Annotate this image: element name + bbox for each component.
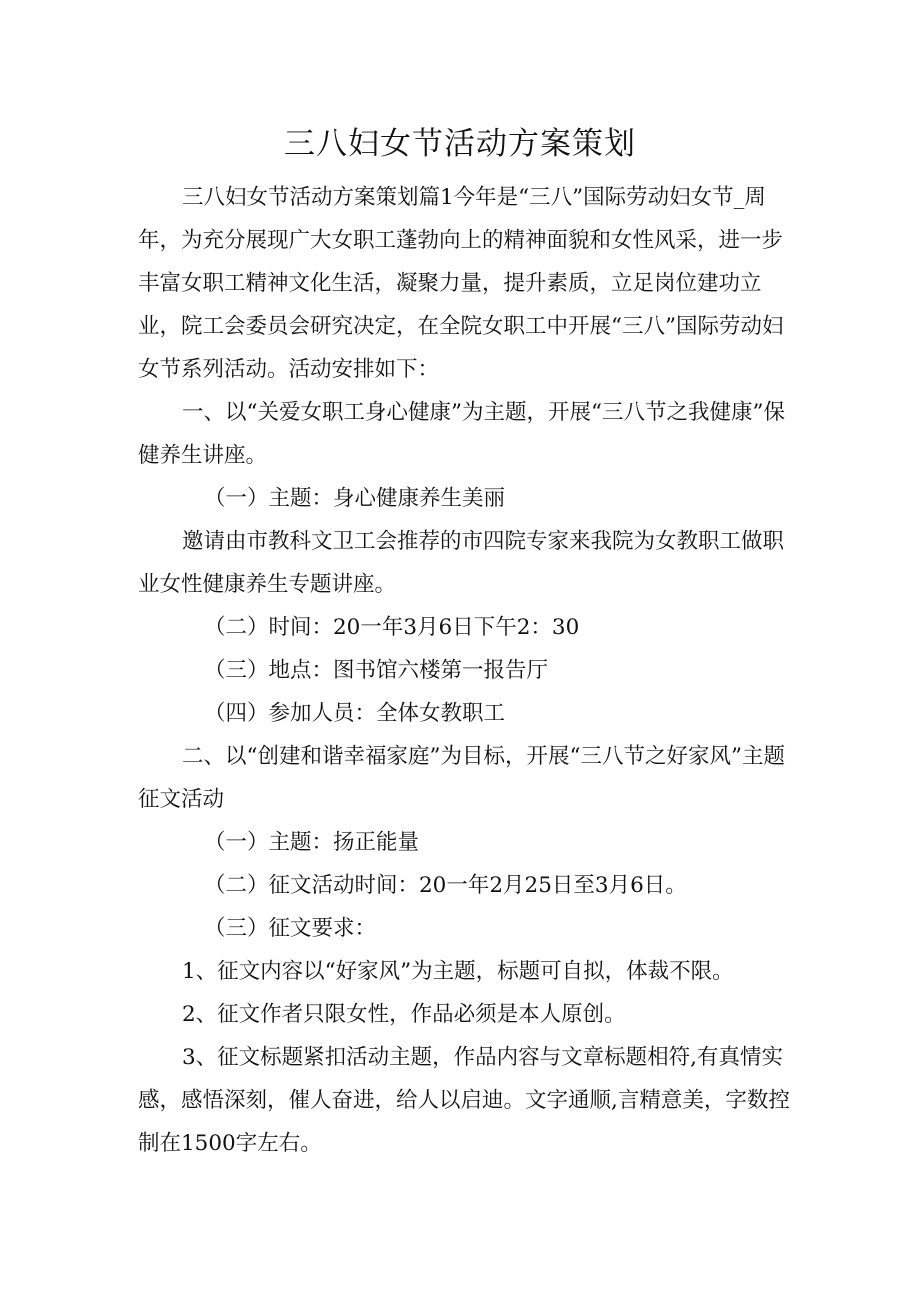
- paragraph-requirement-3: 3、征文标题紧扣活动主题，作品内容与文章标题相符,有真情实感，感悟深刻，催人奋进，给人以启迪。文字通顺,言精意美，字数控制在1500字左右。: [138, 1045, 790, 1156]
- paragraph-1-location: （三）地点：图书馆六楼第一报告厅: [204, 658, 549, 683]
- paragraph-section-1-heading: 一、以“关爱女职工身心健康”为主题，开展“三八节之我健康”保健养生讲座。: [138, 400, 785, 468]
- paragraph-1-theme: （一）主题：身心健康养生美丽: [204, 486, 506, 511]
- paragraph-2-requirements: （三）征文要求：: [204, 916, 377, 941]
- paragraph-2-time: （二）征文活动时间：20一年2月25日至3月6日。: [204, 873, 687, 898]
- paragraph-1-invite: 邀请由市教科文卫工会推荐的市四院专家来我院为女教职工做职业女性健康养生专题讲座。: [138, 529, 785, 597]
- paragraph-1-time: （二）时间：20一年3月6日下午2：30: [204, 615, 580, 640]
- paragraph-requirement-1: 1、征文内容以“好家风”为主题，标题可自拟，体裁不限。: [182, 959, 734, 984]
- paragraph-intro: 三八妇女节活动方案策划篇1今年是“三八”国际劳动妇女节_周年，为充分展现广大女职工蓬勃向上的精神面貌和女性风采，进一步丰富女职工精神文化生活，凝聚力量，提升素质，立足岗位建功立业，院工会委员会研究决定，在全院女职工中开展“三八”国际劳动妇女节系列活动。活动安排如下：: [138, 185, 784, 382]
- paragraph-section-2-heading: 二、以“创建和谐幸福家庭”为目标，开展“三八节之好家风”主题征文活动: [138, 744, 785, 812]
- document-body: [138, 176, 790, 1165]
- paragraph-requirement-2: 2、征文作者只限女性，作品必须是本人原创。: [182, 1002, 626, 1027]
- document-title: 三八妇女节活动方案策划: [284, 126, 636, 162]
- paragraph-1-participants: （四）参加人员：全体女教职工: [204, 701, 506, 726]
- paragraph-2-theme: （一）主题：扬正能量: [204, 830, 420, 855]
